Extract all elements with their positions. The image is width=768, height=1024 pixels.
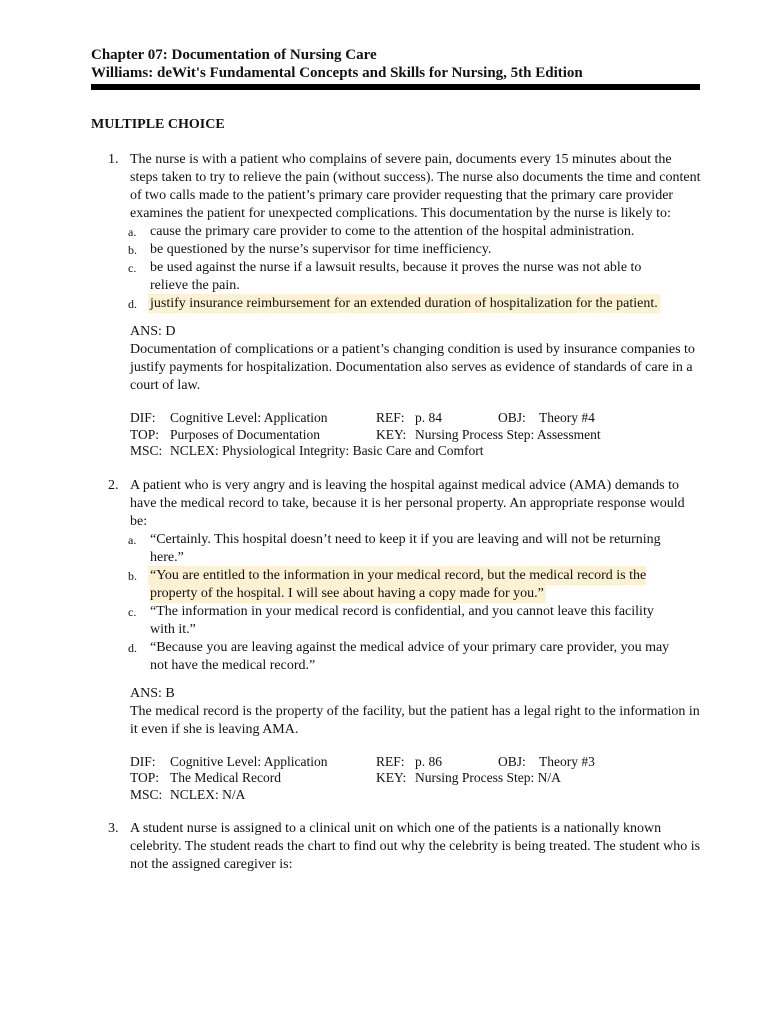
option-text: “The information in your medical record is confidential, and you cannot leave this facility with it.” (150, 603, 654, 637)
option-d-correct (130, 295, 670, 313)
option-letter: d. (128, 640, 137, 655)
option-text: “Certainly. This hospital doesn’t need to keep it if you are leaving and will not be returning here.” (150, 531, 661, 565)
option-a (130, 531, 670, 567)
ref-value: p. 86 (415, 753, 442, 769)
rationale: Documentation of complications or a patient’s changing condition is used by insurance companies to justify payments for hospitalization. Documentation also serves as evidence of standards of care in a court of law. (130, 342, 695, 393)
option-text: cause the primary care provider to come to the attention of the hospital administration. (150, 224, 635, 239)
obj-value: Theory #3 (539, 753, 595, 769)
header-rule (91, 84, 700, 90)
option-d (130, 639, 670, 675)
top-value: The Medical Record (170, 770, 281, 785)
meta-row-dif (130, 410, 701, 427)
dif-value: Cognitive Level: Application (170, 753, 328, 769)
chapter-title: Chapter 07: Documentation of Nursing Care (91, 47, 377, 63)
answer-line: ANS: B (130, 685, 175, 701)
question-metadata (130, 754, 701, 804)
option-text: “Because you are leaving against the medical advice of your primary care provider, you may not have the medical record.” (150, 639, 670, 673)
option-text: be questioned by the nurse’s supervisor for time inefficiency. (150, 242, 492, 257)
obj-value: Theory #4 (539, 410, 595, 425)
meta-row-top (130, 427, 701, 444)
key-label: KEY: (376, 770, 407, 785)
msc-label: MSC: (130, 786, 163, 802)
book-title: Williams: deWit's Fundamental Concepts and Skills for Nursing, 5th Edition (91, 65, 583, 81)
option-a (130, 223, 670, 241)
dif-value: Cognitive Level: Application (170, 410, 328, 425)
top-label: TOP: (130, 426, 160, 442)
answer-line: ANS: D (130, 324, 176, 339)
key-value: Nursing Process Step: Assessment (415, 426, 601, 442)
highlighted-option-text: justify insurance reimbursement for an extended duration of hospitalization for the patient. (150, 296, 658, 311)
option-c (130, 603, 670, 639)
ref-label: REF: (376, 753, 405, 769)
question-stem: A student nurse is assigned to a clinical unit on which one of the patients is a nationally known celebrity. The student reads the chart to find out why the celebrity is being treated. The student who is not the assigned caregiver is: (130, 821, 701, 872)
question-number: 3. (108, 821, 119, 836)
dif-label: DIF: (130, 753, 156, 769)
obj-label: OBJ: (498, 410, 526, 425)
option-letter: b. (128, 243, 137, 257)
question-number: 2. (108, 477, 119, 493)
option-letter: b. (128, 568, 137, 583)
msc-value: NCLEX: Physiological Integrity: Basic Care and Comfort (170, 443, 484, 458)
ref-label: REF: (376, 410, 405, 425)
option-b (130, 241, 670, 259)
option-letter: a. (128, 225, 137, 239)
key-value: Nursing Process Step: N/A (415, 770, 561, 785)
meta-row-msc (130, 787, 701, 804)
option-c (130, 259, 670, 295)
option-text: be used against the nurse if a lawsuit results, because it proves the nurse was not able to relieve the pain. (150, 260, 642, 293)
meta-row-msc (130, 443, 701, 460)
question-number: 1. (108, 152, 119, 167)
section-title: MULTIPLE CHOICE (91, 117, 225, 132)
top-value: Purposes of Documentation (170, 426, 320, 442)
msc-label: MSC: (130, 443, 163, 458)
rationale: The medical record is the property of the facility, but the patient has a legal right to the information in it even if she is leaving AMA. (130, 703, 700, 737)
meta-row-dif (130, 754, 701, 771)
question-1 (91, 151, 701, 460)
option-letter: c. (128, 604, 137, 619)
dif-label: DIF: (130, 410, 156, 425)
question-2 (91, 477, 701, 804)
ref-value: p. 84 (415, 410, 442, 425)
msc-value: NCLEX: N/A (170, 786, 246, 802)
obj-label: OBJ: (498, 753, 526, 769)
option-letter: d. (128, 297, 137, 311)
highlighted-option-text: “You are entitled to the information in your medical record, but the medical record is the property of the hospital. I will see about having a copy made for you.” (150, 567, 647, 601)
question-stem: A patient who is very angry and is leaving the hospital against medical advice (AMA) demands to have the medical record to take, because it is her personal property. An appropriate response would be: (130, 477, 685, 529)
option-letter: a. (128, 532, 137, 547)
meta-row-top (130, 770, 701, 787)
question-metadata (130, 410, 701, 460)
top-label: TOP: (130, 770, 160, 785)
key-label: KEY: (376, 426, 407, 442)
option-letter: c. (128, 261, 137, 275)
question-3 (91, 820, 701, 874)
question-stem: The nurse is with a patient who complains of severe pain, documents every 15 minutes about the steps taken to try to relieve the pain (without success). The nurse also documents the time and content of two calls made to the patient’s primary care provider requesting that the primary care provider examines the patient for unexpected complications. This documentation by the nurse is likely to: (130, 152, 701, 221)
option-b-correct (130, 567, 670, 603)
document-page (91, 46, 701, 874)
